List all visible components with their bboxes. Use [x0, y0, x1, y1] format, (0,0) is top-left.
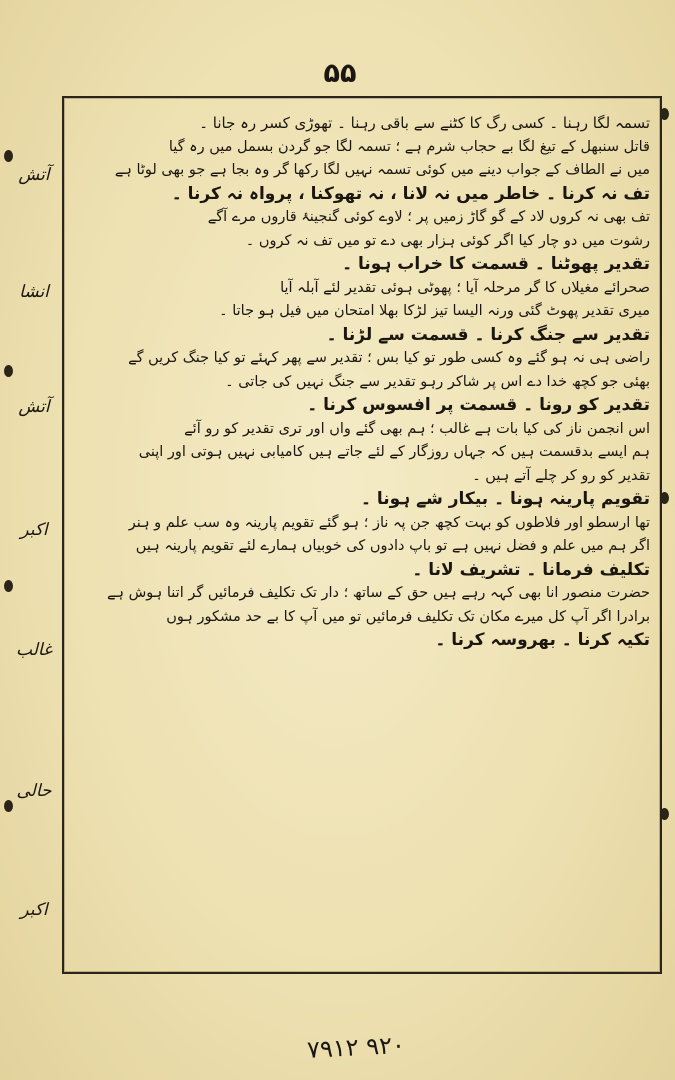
- text-line: بھئی جو کچھ خدا دے اس پر شاکر رہو تقدیر سے جنگ نہیں کی جاتی ۔: [225, 373, 650, 390]
- binding-hole: [4, 800, 13, 812]
- text-line: ہم ایسے بدقسمت ہیں کہ جہاں روزگار کے لئے جاتے ہیں کامیابی نہیں ہوتی اور اپنی: [138, 444, 650, 460]
- binding-hole: [660, 808, 669, 820]
- idiom-heading: تقدیر سے جنگ کرنا ۔ قسمت سے لڑنا ۔: [326, 324, 650, 345]
- margin-note-poet: اکبر: [20, 520, 48, 540]
- margin-note-poet: اکبر: [20, 900, 48, 920]
- text-line: حضرت منصور انا بھی کہہ رہے ہیں حق کے ساتھ ؛ دار تک تکلیف فرمائیں گر اتنا ہوش ہے: [106, 585, 650, 601]
- idiom-heading: تکلیف فرمانا ۔ تشریف لانا ۔: [412, 559, 650, 580]
- binding-hole: [660, 108, 669, 120]
- binding-hole: [4, 365, 13, 377]
- text-line: رشوت میں دو چار کیا اگر کوئی ہزار بھی دے تو میں تف نہ کروں ۔: [245, 232, 650, 249]
- text-line: تقدیر کو رو کر چلے آتے ہیں ۔: [472, 467, 650, 484]
- page-body: [70, 112, 650, 653]
- binding-hole: [660, 492, 669, 504]
- margin-note-poet: آتش: [18, 397, 50, 417]
- handwritten-catalog-number: ۹۲۰ ۷۹۱۲: [306, 1030, 406, 1064]
- text-line: تف بھی نہ کروں لاد کے گو گاڑ زمیں پر ؛ لاوے کوئی گنجینۂ قاروں مرے آگے: [207, 209, 650, 225]
- text-line: راضی ہی نہ ہو گئے وہ کسی طور تو کیا بس ؛ تقدیر سے پھر کہئے تو کیا جنگ کریں گے: [128, 350, 650, 366]
- text-line: اس انجمن ناز کی کیا بات ہے غالب ؛ ہم بھی گئے واں اور تری تقدیر کو رو آئے: [184, 420, 650, 437]
- idiom-heading: تقدیر پھوٹنا ۔ قسمت کا خراب ہونا ۔: [342, 254, 650, 274]
- binding-hole: [4, 580, 13, 592]
- idiom-heading: تف نہ کرنا ۔ خاطر میں نہ لانا ، نہ تھوکنا ، پرواہ نہ کرنا ۔: [171, 183, 650, 204]
- margin-note-poet: آتش: [18, 165, 50, 185]
- text-line: صحرائے مغیلاں کا گر مرحلہ آیا ؛ پھوٹی ہوئی تقدیر لئے آبلہ آیا: [280, 279, 650, 296]
- idiom-heading: تکیہ کرنا ۔ بھروسہ کرنا ۔: [435, 630, 650, 650]
- page-number: ۵۵: [323, 58, 357, 89]
- idiom-heading: تقویم پارینہ ہونا ۔ بیکار شے ہونا ۔: [360, 489, 650, 509]
- text-line: میں نے الطاف کے جواب دینے میں کوئی تسمہ نہیں لگا رکھا گر وہ بجا ہے جو بھی لوٹا ہے: [114, 162, 650, 178]
- text-line: میری تقدیر پھوٹ گئی ورنہ الیسا تیز لڑکا بھلا امتحان میں فیل ہو جاتا ۔: [219, 303, 650, 319]
- text-line: قاتل سنبھل کے تیغ لگا بے حجاب شرم ہے ؛ تسمہ لگا جو گردن بسمل میں رہ گیا: [168, 138, 650, 155]
- text-line: اگر ہم میں علم و فضل نہیں ہے تو باپ دادوں کی خوبیاں ہمارے لئے تقویم پارینہ ہیں: [135, 538, 650, 554]
- margin-note-poet: انشا: [19, 282, 49, 302]
- margin-note-poet: حالی: [16, 781, 52, 801]
- text-line: تسمہ لگا رہنا ۔ کسی رگ کا کٹنے سے باقی رہنا ۔ تھوڑی کسر رہ جانا ۔: [199, 114, 650, 132]
- margin-note-poet: غالب: [16, 640, 52, 660]
- text-line: برادرا اگر آپ کل میرے مکان تک تکلیف فرمائیں تو میں آپ کا بے حد مشکور ہوں: [166, 608, 650, 625]
- text-line: تھا ارسطو اور فلاطوں کو بہت کچھ جن پہ ناز ؛ ہو گئے تقویم پارینہ وہ سب علم و ہنر: [128, 514, 650, 531]
- idiom-heading: تقدیر کو رونا ۔ قسمت پر افسوس کرنا ۔: [307, 395, 650, 415]
- binding-hole: [4, 150, 13, 162]
